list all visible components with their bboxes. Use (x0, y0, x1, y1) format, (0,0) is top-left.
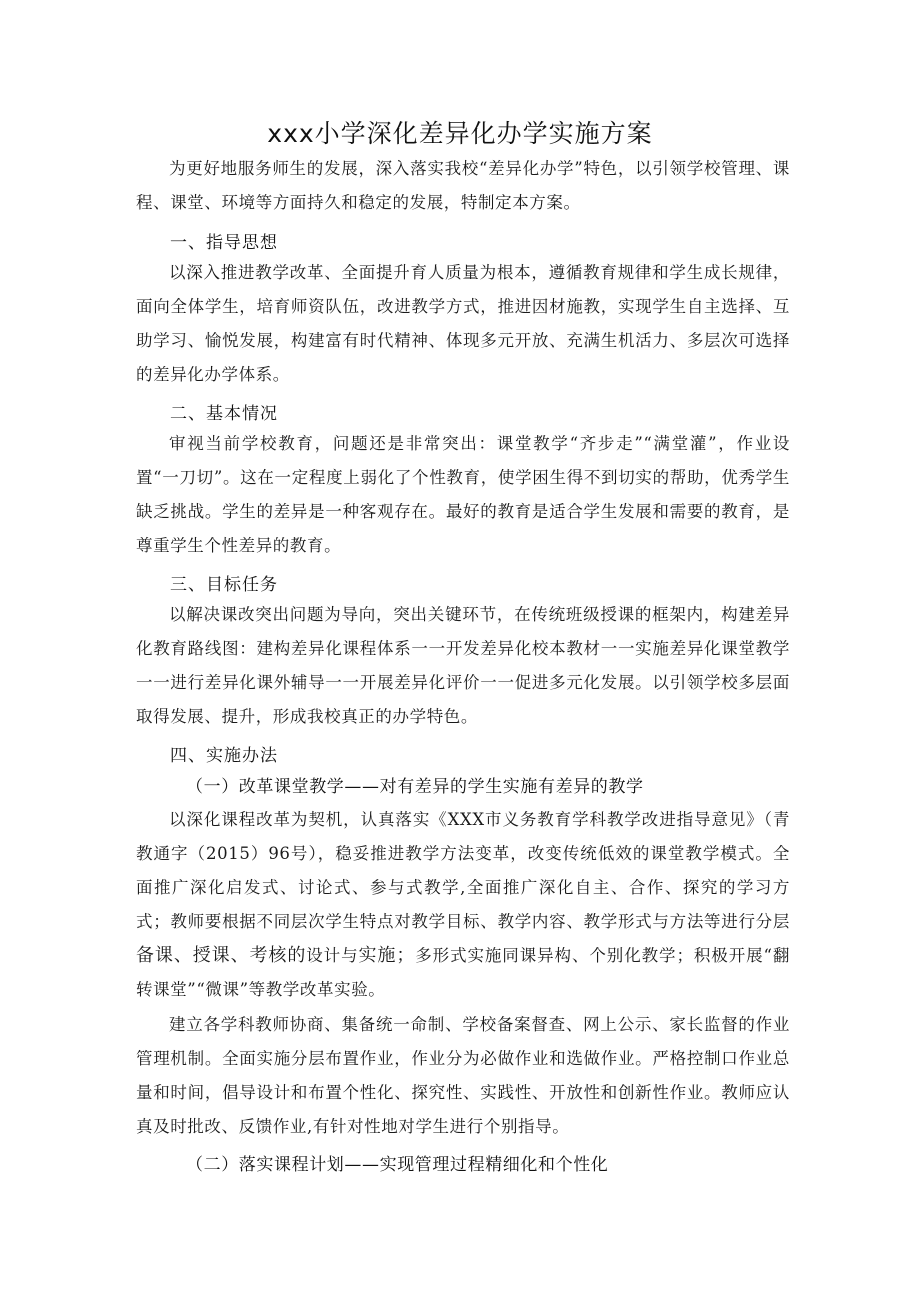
section-4-heading: 四、实施办法 (170, 746, 278, 766)
document-title: xxx小学深化差异化办学实施方案 (267, 119, 653, 148)
paragraph-text: 设计与 (306, 946, 359, 965)
section-3-body: 以解决课改突出问题为导向，突出关键环节，在传统班级授课的框架内，构建差异化教育路线图：建构差异化课程体系一一开发差异化校本教材一一实施差异化课堂教学一一进行差异化课外辅导一一开展差异化评价一一促进多元化发展。以引领学校多层面取得发展、提升，形成我校真正的办学特色。 (136, 605, 790, 726)
section-1-heading: 一、指导思想 (170, 233, 278, 253)
intro-paragraph: 为更好地服务师生的发展，深入落实我校“差异化办学”特色，以引领学校管理、课程、课堂、环境等方面持久和稳定的发展，特制定本方案。 (136, 159, 790, 212)
paragraph-text: 以深化课程改革为契机，认真落实《XXX市义务教育学科教学改进指导意见》（青教通字（2015）96号），稳妥推进教学方法变革，改变传统低效的课堂教学模式。全面推广深化启发式、讨论式、参与式教学,全面推广深化自主、合作、探究的学习方式；教师要根据不同层次学生特点对教学目标、教学内容、教学形式与方法等进行分层 (136, 810, 790, 931)
emphasis-text: 实施； (358, 945, 415, 966)
section-1-body: 以深入推进教学改革、全面提升育人质量为根本，遵循教育规律和学生成长规律，面向全体学生，培育师资队伍，改进教学方式，推进因材施教，实现学生自主选择、互助学习、愉悦发展，构建富有时代精神、体现多元开放、充满生机活力、多层次可选择的差异化办学体系。 (136, 263, 790, 384)
subsection-1-paragraph-2: 建立各学科教师协商、集备统一命制、学校备案督查、网上公示、家长监督的作业管理机制。全面实施分层布置作业，作业分为必做作业和选做作业。严格控制口作业总量和时间，倡导设计和布置个性化、探究性、实践性、开放性和创新性作业。教师应认真及时批改、反馈作业,有针对性地对学生进行个别指导。 (136, 1015, 790, 1136)
subsection-2-heading: （二）落实课程计划——实现管理过程精细化和个性化 (186, 1155, 609, 1175)
emphasis-text: 备课、授课、考核的 (136, 945, 307, 966)
section-2-body: 审视当前学校教育，问题还是非常突出：课堂教学“齐步走”“满堂灌”，作业设置“一刀切”。这在一定程度上弱化了个性教育，使学困生得不到切实的帮助，优秀学生缺乏挑战。学生的差异是一种客观存在。最好的教育是适合学生发展和需要的教育，是尊重学生个性差异的教育。 (136, 434, 790, 555)
subsection-1-heading: （一）改革课堂教学——对有差异的学生实施有差异的教学 (186, 777, 644, 797)
paragraph-text: 多形式实施同课异构、个别化教学；积极开展“翻转课堂”“微课”等教学改革实验。 (136, 946, 790, 999)
subsection-1-paragraph-1 (136, 803, 790, 1007)
section-2-heading: 二、基本情况 (170, 404, 278, 424)
section-3-heading: 三、目标任务 (170, 575, 278, 595)
